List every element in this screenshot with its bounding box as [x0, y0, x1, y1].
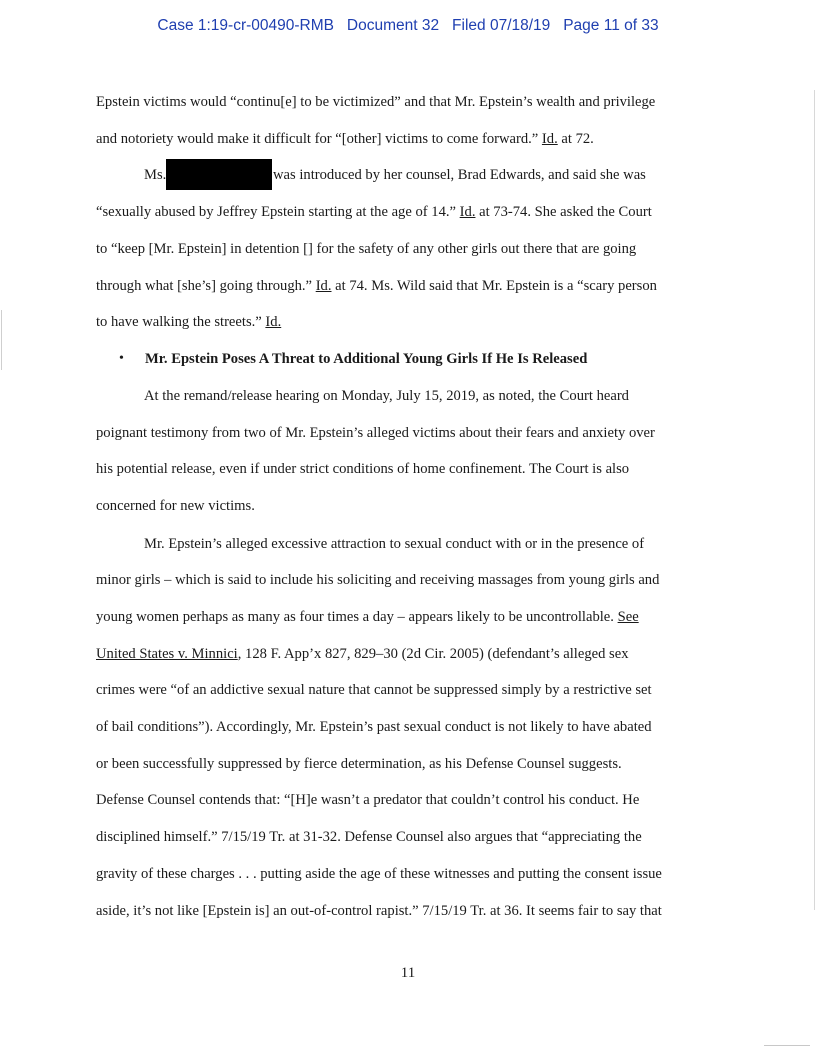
- text-line: Mr. Epstein’s alleged excessive attraction to sexual conduct with or in the presence of: [144, 536, 645, 552]
- case-number: Case 1:19-cr-00490-RMB: [157, 17, 334, 34]
- filed-date: Filed 07/18/19: [452, 17, 551, 34]
- text-line: Ms.: [144, 167, 167, 183]
- id-citation: Id.: [265, 314, 282, 330]
- text-line: his potential release, even if under strict conditions of home confinement. The Court is also: [96, 461, 630, 477]
- text-line: or been successfully suppressed by fierce determination, as his Defense Counsel suggests.: [96, 756, 622, 772]
- text-line: was introduced by her counsel, Brad Edwards, and said she was: [273, 167, 646, 183]
- case-citation: United States v. Minnici: [96, 646, 238, 662]
- text-line: poignant testimony from two of Mr. Epstein’s alleged victims about their fears and anxiety over: [96, 425, 655, 441]
- text-line: young women perhaps as many as four times a day – appears likely to be uncontrollable. See: [96, 609, 639, 625]
- text-line: United States v. Minnici, 128 F. App’x 827, 829–30 (2d Cir. 2005) (defendant’s alleged sex: [96, 646, 629, 662]
- text-line: and notoriety would make it difficult for “[other] victims to come forward.” Id. at 72.: [96, 131, 594, 147]
- text-line: concerned for new victims.: [96, 498, 255, 514]
- text-line: gravity of these charges . . . putting aside the age of these witnesses and putting the consent issue: [96, 866, 662, 882]
- id-citation: Id.: [459, 204, 476, 220]
- id-citation: Id.: [315, 278, 332, 294]
- see-signal: See: [617, 609, 639, 625]
- text-line: disciplined himself.” 7/15/19 Tr. at 31-32. Defense Counsel also argues that “appreciating the: [96, 829, 642, 845]
- text-line: to “keep [Mr. Epstein] in detention [] for the safety of any other girls out there that are going: [96, 241, 637, 257]
- scan-edge-right: [814, 90, 815, 910]
- text-line: “sexually abused by Jeffrey Epstein starting at the age of 14.” Id. at 73-74. She asked the Court: [96, 204, 652, 220]
- text-line: aside, it’s not like [Epstein is] an out-of-control rapist.” 7/15/19 Tr. at 36. It seems fair to say that: [96, 903, 662, 919]
- bullet-icon: •: [119, 351, 124, 366]
- text-line: Epstein victims would “continu[e] to be victimized” and that Mr. Epstein’s wealth and privilege: [96, 94, 656, 110]
- text-line: minor girls – which is said to include his soliciting and receiving massages from young girls and: [96, 572, 660, 588]
- page-number: 11: [400, 965, 416, 981]
- text-line: At the remand/release hearing on Monday, July 15, 2019, as noted, the Court heard: [144, 388, 629, 404]
- text-line: crimes were “of an addictive sexual nature that cannot be suppressed simply by a restrictive set: [96, 682, 652, 698]
- scan-edge-left: [1, 310, 2, 370]
- document-number: Document 32: [346, 17, 440, 34]
- text-line: to have walking the streets.” Id.: [96, 314, 282, 330]
- id-citation: Id.: [541, 131, 558, 147]
- page-of: Page 11 of 33: [563, 17, 659, 34]
- scan-mark: [764, 1045, 810, 1046]
- text-line: through what [she’s] going through.” Id. at 74. Ms. Wild said that Mr. Epstein is a “scary person: [96, 278, 657, 294]
- text-line: of bail conditions”). Accordingly, Mr. Epstein’s past sexual conduct is not likely to have abated: [96, 719, 652, 735]
- text-line: Defense Counsel contends that: “[H]e wasn’t a predator that couldn’t control his conduct. He: [96, 792, 640, 808]
- redaction-box: [166, 159, 272, 190]
- case-header: [0, 17, 816, 35]
- section-heading: Mr. Epstein Poses A Threat to Additional Young Girls If He Is Released: [145, 351, 588, 367]
